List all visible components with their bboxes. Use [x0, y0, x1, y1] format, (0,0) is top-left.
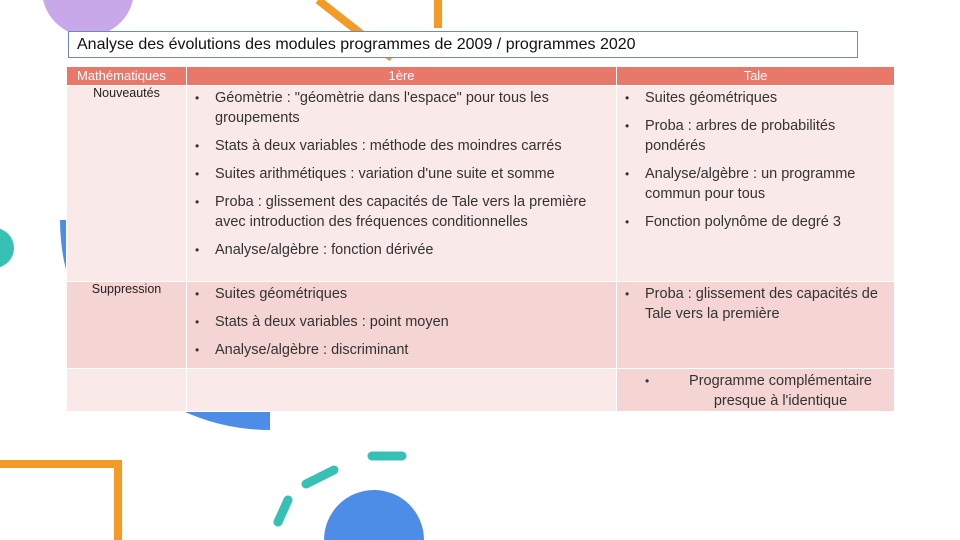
list-item: • Suites géométriques: [625, 90, 778, 106]
list-item: • Fonction polynôme de degré 3: [625, 214, 841, 230]
nouveautes-terminale-cell: [617, 86, 895, 282]
row-label-suppression: Suppression: [67, 282, 187, 369]
list-item: • Proba : glissement des capacités de Tale vers la première: [625, 286, 878, 322]
suppression-terminale-cell: [617, 282, 895, 369]
list-item: • Programme complémentaire presque à l'identique: [645, 373, 872, 409]
header-mathematiques: Mathématiques: [67, 67, 187, 86]
blue-half-circle-shape: [324, 490, 424, 540]
nouveautes-premiere-cell: [187, 86, 617, 282]
list-item: • Suites géométriques: [195, 286, 348, 302]
table-row-footer: [67, 369, 895, 412]
footer-premiere-cell: [187, 369, 617, 412]
list-item: • Analyse/algèbre : un programme commun pour tous: [625, 166, 856, 202]
comparison-table: [66, 66, 895, 412]
teal-circle-shape: [0, 228, 14, 268]
table-row-nouveautes: [67, 86, 895, 282]
table-row-suppression: [67, 282, 895, 369]
table-header-row: [67, 67, 895, 86]
suppression-premiere-cell: [187, 282, 617, 369]
orange-corner-shape: [0, 464, 118, 540]
row-label-nouveautes: Nouveautés: [67, 86, 187, 282]
list-item: • Suites arithmétiques : variation d'une suite et somme: [195, 166, 555, 182]
footer-label-cell: [67, 369, 187, 412]
list-item: • Analyse/algèbre : fonction dérivée: [195, 242, 434, 258]
header-premiere: 1ère: [187, 67, 617, 86]
list-item: • Proba : glissement des capacités de Tale vers la première avec introduction des fréquences conditionnelles: [195, 194, 587, 230]
list-item: • Géomètrie : "géomètrie dans l'espace" pour tous les groupements: [195, 90, 549, 126]
list-item: • Analyse/algèbre : discriminant: [195, 342, 409, 358]
list-item: • Stats à deux variables : méthode des moindres carrés: [195, 138, 562, 154]
list-item: • Proba : arbres de probabilités pondérés: [625, 118, 836, 154]
page-title: Analyse des évolutions des modules programmes de 2009 / programmes 2020: [68, 31, 858, 58]
header-terminale: Tale: [617, 67, 895, 86]
list-item: • Stats à deux variables : point moyen: [195, 314, 449, 330]
footer-terminale-cell: [617, 369, 895, 412]
